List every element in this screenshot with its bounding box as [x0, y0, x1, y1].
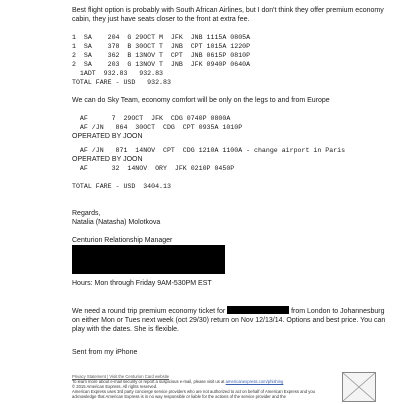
- itinerary-line: AF 32 14NOV ORY JFK 0210P 0450P: [72, 165, 235, 172]
- itinerary-line: AF /JN 871 14NOV CPT CDG 1210A 1100A - change airport in Paris: [72, 147, 346, 154]
- office-hours: Hours: Mon through Friday 9AM-530PM EST: [72, 280, 212, 287]
- sent-from: Sent from my iPhone: [72, 349, 138, 356]
- footer-links[interactable]: Privacy Statement | Visit the Centurion Card website: [72, 374, 170, 379]
- copyright: © 2015 American Express. All rights reserved.: [72, 384, 158, 389]
- fare-line: 1ADT 932.83 932.83: [72, 70, 164, 77]
- disclaimer: American Express uses 3rd party concierge service providers who are not authorized to act on behalf of American Express and you acknowledge that American Express is in no way responsible or liable for the actions of the service provider and the: [72, 389, 315, 399]
- email-body: [72, 6, 390, 245]
- email-lower: [72, 279, 390, 357]
- request-after: from London to Johannesburg on either Mon or Tues next week (oct 29/30) return on Nov 12/13/14. Options and best price. You can play with the dates. She is flexible.: [72, 308, 386, 333]
- total-fare: TOTAL FARE - USD 3404.13: [72, 183, 171, 190]
- total-fare: TOTAL FARE - USD 932.83: [72, 79, 171, 86]
- itinerary-line: 2 SA 362 B 13NOV T CPT JNB 0615P 0810P: [72, 52, 251, 59]
- redaction-block: [72, 245, 225, 274]
- signature-title: Centurion Relationship Manager: [72, 237, 173, 244]
- skyteam-note: We can do Sky Team, economy comfort will be only on the legs to and from Europe: [72, 97, 330, 104]
- security-notice: To learn more about e-mail security or report a suspicious e-mail, please visit us at americanexpress.com/phishing: [72, 379, 284, 384]
- itinerary-line: AF /JN 864 30OCT CDG CPT 0935A 1010P: [72, 124, 243, 131]
- itinerary-skyteam: [72, 114, 390, 191]
- request-paragraph: [72, 306, 390, 334]
- itinerary-saa: [72, 33, 390, 87]
- phishing-link[interactable]: americanexpress.com/phishing: [225, 379, 284, 384]
- redaction-inline: [227, 306, 289, 314]
- email-footer: [72, 374, 334, 399]
- operated-by: OPERATED BY JOON: [72, 156, 143, 163]
- intro-paragraph: Best flight option is probably with South African Airlines, but I don't think they offer premium economy cabin, they just have seats closer to the front at extra fee.: [72, 7, 384, 23]
- itinerary-line: 1 SA 204 G 29OCT M JFK JNB 1115A 0805A: [72, 34, 251, 41]
- image-placeholder-icon: [343, 373, 375, 401]
- regards: Regards,: [72, 210, 101, 217]
- broken-image-icon: [342, 372, 376, 402]
- signature-name: Natalia (Natasha) Molotkova: [72, 219, 161, 226]
- itinerary-line: AF 7 29OCT JFK CDG 0740P 0800A: [72, 115, 231, 122]
- request-before: We need a round trip premium economy ticket for: [72, 308, 226, 315]
- itinerary-line: 2 SA 203 G 13NOV T JNB JFK 0940P 0640A: [72, 61, 251, 68]
- itinerary-line: 1 SA 378 B 30OCT T JNB CPT 1015A 1220P: [72, 43, 251, 50]
- operated-by: OPERATED BY JOON: [72, 133, 143, 140]
